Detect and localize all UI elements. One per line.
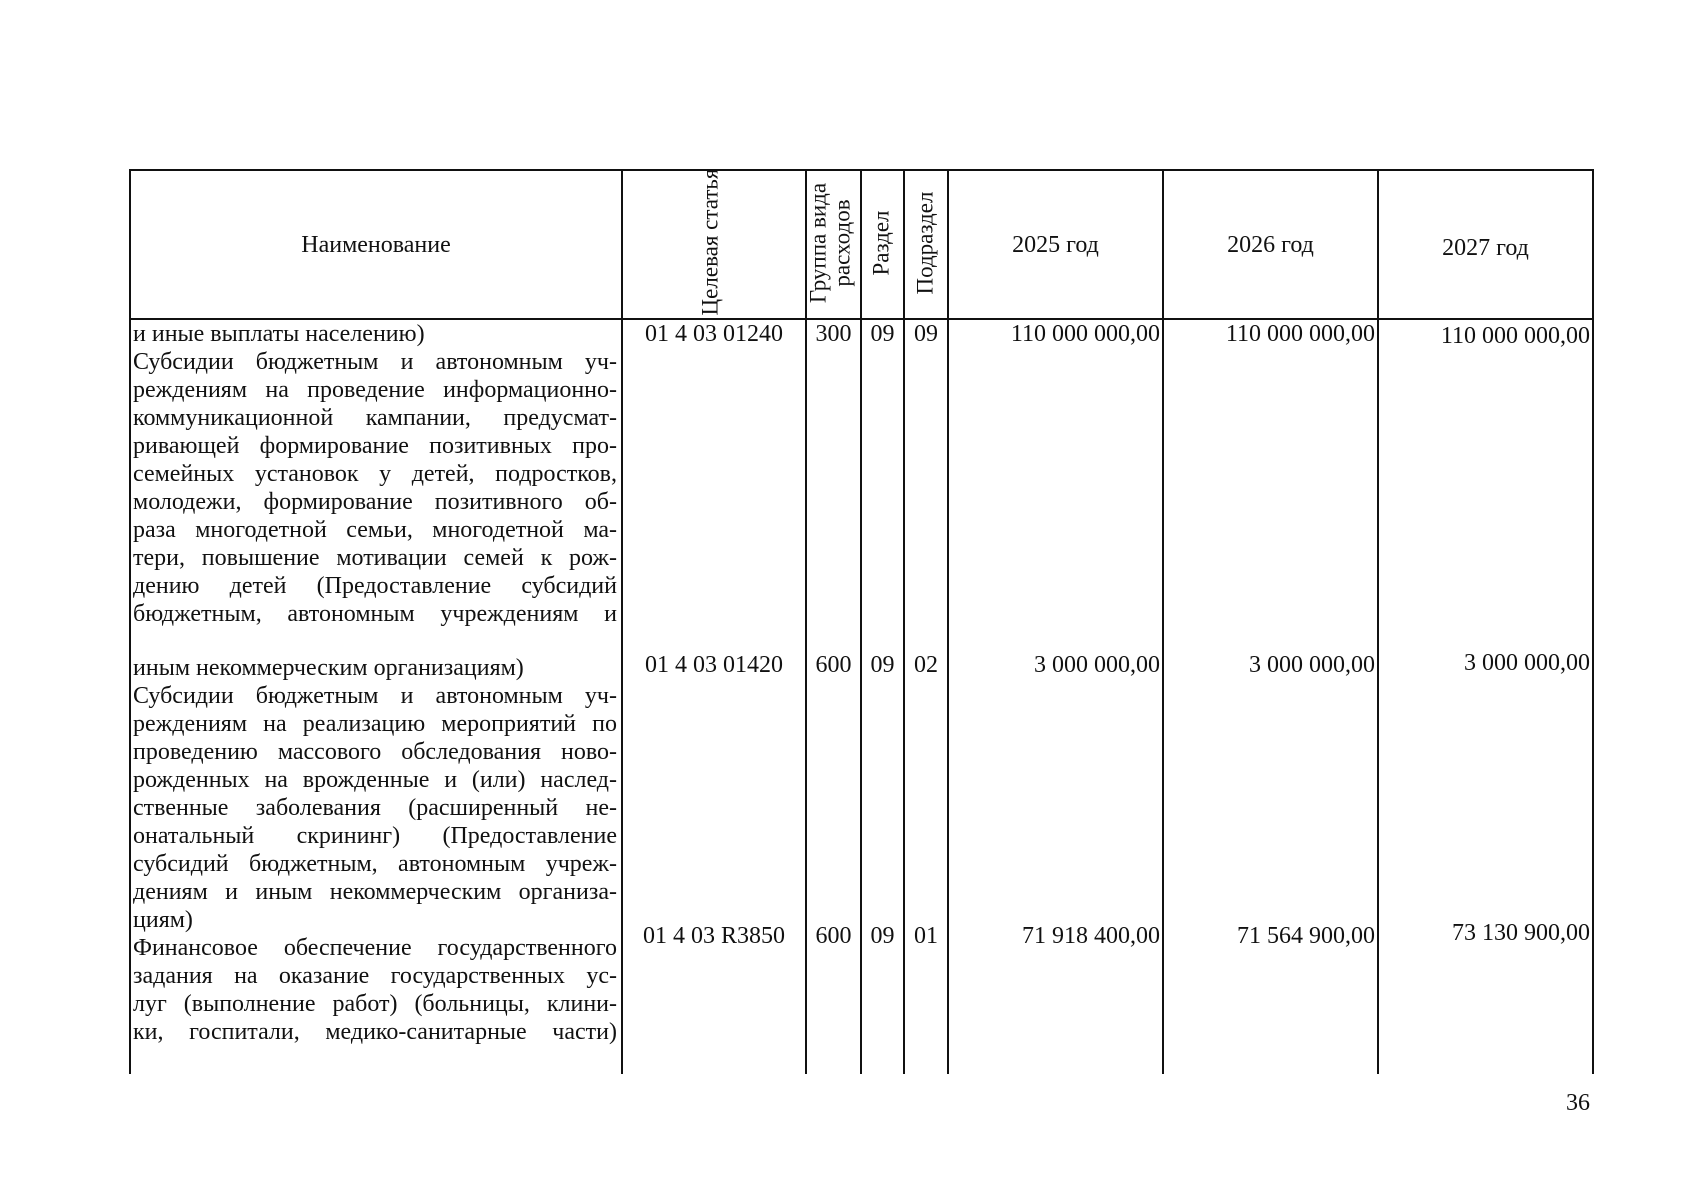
section: 09 <box>870 321 895 347</box>
name-line: рожденных на врожденные и (или) наслед- <box>133 767 617 793</box>
name-line: реждениям на проведение информационно- <box>133 377 617 403</box>
name-line: ственные заболевания (расширенный не- <box>133 795 617 821</box>
name-line: дениям и иным некоммерческим организа- <box>133 879 617 905</box>
name-line: циям) <box>133 907 193 933</box>
name-line: ривающей формирование позитивных про- <box>133 433 617 459</box>
name-line: дению детей (Предоставление субсидий <box>133 573 617 599</box>
name-line: семейных установок у детей, подростков, <box>133 461 617 487</box>
subsection: 02 <box>914 652 938 678</box>
name-line: ки, госпитали, медико-санитарные части) <box>133 1019 617 1045</box>
header-expense-group: Группа вида расходов <box>805 182 855 304</box>
header-section: Раздел <box>868 210 894 276</box>
header-subsection: Подраздел <box>912 191 938 295</box>
name-line: Субсидии бюджетным и автономным уч- <box>133 349 617 375</box>
amount-2025: 71 918 400,00 <box>1022 923 1160 949</box>
amount-2027: 73 130 900,00 <box>1452 920 1590 946</box>
name-line: тери, повышение мотивации семей к рож- <box>133 545 617 571</box>
name-line: субсидий бюджетным, автономным учреж- <box>133 851 617 877</box>
name-line: и иные выплаты населению) <box>133 321 425 347</box>
expense-group: 600 <box>815 923 852 949</box>
header-2027: 2027 год <box>1442 234 1529 261</box>
expense-group: 600 <box>815 652 852 678</box>
header-name: Наименование <box>301 231 451 258</box>
name-line: задания на оказание государственных ус- <box>133 963 617 989</box>
amount-2026: 71 564 900,00 <box>1237 923 1375 949</box>
name-line: Субсидии бюджетным и автономным уч- <box>133 683 617 709</box>
name-line: проведению массового обследования ново- <box>133 739 617 765</box>
amount-2027: 3 000 000,00 <box>1464 650 1590 676</box>
section: 09 <box>870 923 895 949</box>
name-line: луг (выполнение работ) (больницы, клини- <box>133 991 617 1017</box>
name-line: коммуникационной кампании, предусмат- <box>133 405 617 431</box>
name-line: молодежи, формирование позитивного об- <box>133 489 617 515</box>
target-article: 01 4 03 01420 <box>645 652 783 678</box>
target-article: 01 4 03 R3850 <box>642 923 785 949</box>
name-line: раза многодетной семьи, многодетной ма- <box>133 517 617 543</box>
header-target: Целевая статья <box>697 168 723 316</box>
amount-2027: 110 000 000,00 <box>1440 323 1590 349</box>
amount-2026: 3 000 000,00 <box>1249 652 1375 678</box>
expense-group: 300 <box>815 321 852 347</box>
page-number: 36 <box>1566 1090 1590 1116</box>
header-2025: 2025 год <box>1012 231 1099 258</box>
name-line: реждениям на реализацию мероприятий по <box>133 711 617 737</box>
header-2026: 2026 год <box>1227 231 1314 258</box>
amount-2026: 110 000 000,00 <box>1225 321 1375 347</box>
name-line: бюджетным, автономным учреждениям и <box>133 601 617 627</box>
name-line: Финансовое обеспечение государственного <box>133 935 617 961</box>
amount-2025: 110 000 000,00 <box>1010 321 1160 347</box>
subsection: 09 <box>914 321 938 347</box>
subsection: 01 <box>914 923 938 949</box>
name-line: иным некоммерческим организациям) <box>133 655 524 681</box>
section: 09 <box>870 652 895 678</box>
target-article: 01 4 03 01240 <box>645 321 783 347</box>
name-line: онатальный скрининг) (Предоставление <box>133 823 617 849</box>
table-right-border <box>1592 169 1594 1074</box>
amount-2025: 3 000 000,00 <box>1034 652 1160 678</box>
